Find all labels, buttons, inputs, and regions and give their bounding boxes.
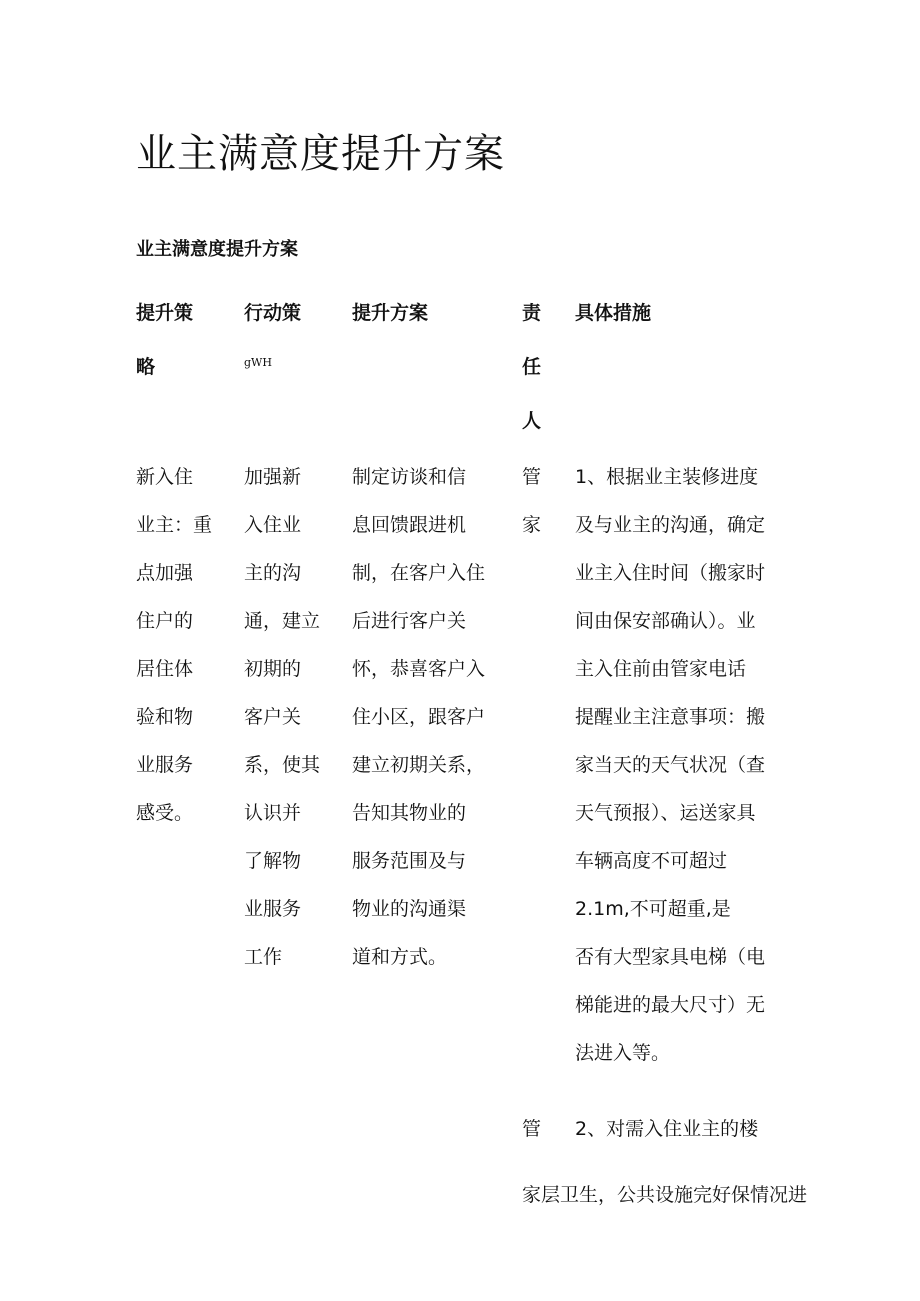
cell-line: 住小区，跟客户 xyxy=(352,706,486,728)
header-owner-line: 责 xyxy=(522,302,542,324)
cell-line: 验和物 xyxy=(136,706,194,728)
cell-line: 物业的沟通渠 xyxy=(352,898,467,920)
row2-measures-cell xyxy=(575,1112,758,1160)
header-action xyxy=(244,296,301,350)
cell-line: 通，建立 xyxy=(244,610,321,632)
cell-line: 家当天的天气状况（查 xyxy=(575,754,766,776)
cell-line: 居住体 xyxy=(136,658,194,680)
cell-line: 建立初期关系， xyxy=(352,754,486,776)
cell-line: 系，使其 xyxy=(244,754,321,776)
cell-line: 加强新 xyxy=(244,466,302,488)
cell-line: 2、对需入住业主的楼 xyxy=(575,1118,759,1140)
header-strategy xyxy=(136,296,193,404)
cell-line: 间由保安部确认）。业 xyxy=(575,610,756,632)
cell-line: 制定访谈和信 xyxy=(352,466,467,488)
cell-line: 业服务 xyxy=(244,898,302,920)
cell-line: 新入住 xyxy=(136,466,194,488)
cell-line: 1、根据业主装修进度 xyxy=(575,466,759,488)
row2-owner-cell xyxy=(522,1112,541,1160)
cell-line: 业主：重 xyxy=(136,514,213,536)
cell-line: 否有大型家具电梯（电 xyxy=(575,946,766,968)
cell-line: 点加强 xyxy=(136,562,194,584)
row1-measures-cell xyxy=(575,460,765,1084)
cell-line: 业主入住时间（搬家时 xyxy=(575,562,766,584)
cell-line: 家 xyxy=(522,514,542,536)
cell-line: 道和方式。 xyxy=(352,946,448,968)
cell-line: 了解物 xyxy=(244,850,302,872)
header-owner-line: 人 xyxy=(522,410,542,432)
cell-line: 及与业主的沟通，确定 xyxy=(575,514,766,536)
cell-line: 梯能进的最大尺寸）无 xyxy=(575,994,766,1016)
cell-line: 车辆高度不可超过 xyxy=(575,850,728,872)
cell-line: 主的沟 xyxy=(244,562,302,584)
cell-line: 管 xyxy=(522,466,542,488)
cell-line: 提醒业主注意事项：搬 xyxy=(575,706,766,728)
page-title: 业主满意度提升方案 xyxy=(136,131,505,177)
cell-line: 后进行客户关 xyxy=(352,610,467,632)
cell-line: 初期的 xyxy=(244,658,302,680)
header-plan-line: 提升方案 xyxy=(352,302,429,324)
cell-line: 认识并 xyxy=(244,802,302,824)
row1-owner-cell xyxy=(522,460,541,556)
header-strategy-line: 略 xyxy=(136,356,156,378)
cell-line: 工作 xyxy=(244,946,283,968)
cell-line: 服务范围及与 xyxy=(352,850,467,872)
cell-line: 2.1m,不可超重,是 xyxy=(575,898,731,920)
cell-line: 业服务 xyxy=(136,754,194,776)
cell-line: 管 xyxy=(522,1118,542,1140)
document-subtitle: 业主满意度提升方案 xyxy=(136,239,298,260)
header-owner-line: 任 xyxy=(522,356,542,378)
header-plan xyxy=(352,296,428,350)
cell-line: 天气预报）、运送家具 xyxy=(575,802,756,824)
cell-line: 感受。 xyxy=(136,802,194,824)
row1-strategy-cell xyxy=(136,460,212,844)
cell-line: 息回馈跟进机 xyxy=(352,514,467,536)
cell-line: 告知其物业的 xyxy=(352,802,467,824)
row1-action-cell xyxy=(244,460,320,988)
cell-line: 制，在客户入住 xyxy=(352,562,486,584)
cell-line: 主入住前由管家电话 xyxy=(575,658,747,680)
header-owner xyxy=(522,296,541,458)
header-measures xyxy=(575,296,651,350)
header-action-note: gWH xyxy=(244,356,272,369)
cell-line: 入住业 xyxy=(244,514,302,536)
header-strategy-line: 提升策 xyxy=(136,302,194,324)
row1-plan-cell xyxy=(352,460,485,988)
header-action-line: 行动策 xyxy=(244,302,302,324)
cell-line: 客户关 xyxy=(244,706,302,728)
cell-line: 住户的 xyxy=(136,610,194,632)
cell-line: 怀，恭喜客户入 xyxy=(352,658,486,680)
cell-line: 法进入等。 xyxy=(575,1042,671,1064)
header-measures-line: 具体措施 xyxy=(575,302,652,324)
row2-measures-continued: 家层卫生，公共设施完好保情况进 xyxy=(522,1184,808,1206)
